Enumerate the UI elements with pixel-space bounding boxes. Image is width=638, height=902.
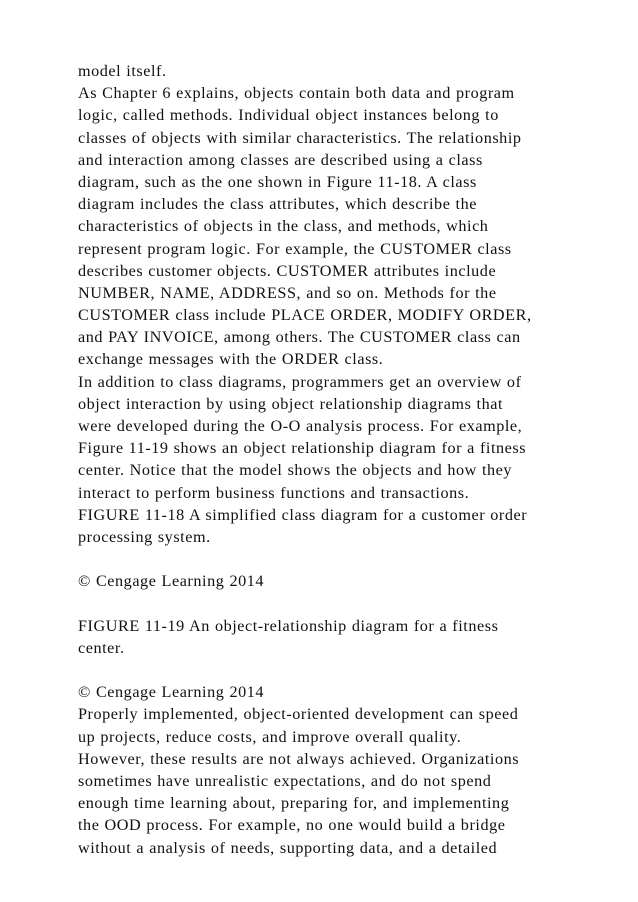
figure-caption-11-18-cont: processing system. (78, 527, 211, 546)
text-line: As Chapter 6 explains, objects contain both data and program (78, 84, 515, 103)
text-line: NUMBER, NAME, ADDRESS, and so on. Methods for the (78, 283, 497, 302)
text-line: the OOD process. For example, no one would build a bridge (78, 816, 506, 835)
text-line: In addition to class diagrams, programmers get an overview of (78, 372, 522, 391)
text-line: enough time learning about, preparing for, and implementing (78, 794, 510, 813)
text-line: characteristics of objects in the class, and methods, which (78, 217, 489, 236)
text-line: represent program logic. For example, the CUSTOMER class (78, 239, 512, 258)
copyright-credit: © Cengage Learning 2014 (78, 683, 265, 702)
text-line: However, these results are not always achieved. Organizations (78, 749, 520, 768)
text-line: and interaction among classes are described using a class (78, 150, 483, 169)
blank-line (78, 548, 568, 570)
text-line: logic, called methods. Individual object instances belong to (78, 106, 499, 125)
figure-caption-11-19-cont: center. (78, 638, 125, 657)
text-line: sometimes have unrealistic expectations, and do not spend (78, 772, 492, 790)
text-line: interact to perform business functions and transactions. (78, 483, 470, 502)
blank-line (78, 659, 568, 681)
text-line: classes of objects with similar characteristics. The relationship (78, 128, 522, 147)
figure-caption-11-18: FIGURE 11-18 A simplified class diagram for a customer order (78, 505, 528, 524)
document-page (78, 60, 568, 859)
text-line: model itself. (78, 62, 167, 80)
text-line: diagram includes the class attributes, which describe the (78, 195, 477, 214)
text-line: object interaction by using object relationship diagrams that (78, 394, 503, 413)
text-line: Figure 11-19 shows an object relationship diagram for a fitness (78, 439, 527, 458)
text-line: exchange messages with the ORDER class. (78, 350, 384, 369)
copyright-credit: © Cengage Learning 2014 (78, 572, 265, 591)
figure-caption-11-19: FIGURE 11-19 An object-relationship diagram for a fitness (78, 616, 499, 635)
text-line: up projects, reduce costs, and improve overall quality. (78, 727, 462, 746)
text-line: diagram, such as the one shown in Figure 11-18. A class (78, 172, 477, 191)
text-line: Properly implemented, object-oriented development can speed (78, 705, 519, 724)
text-line: CUSTOMER class include PLACE ORDER, MODIFY ORDER, (78, 306, 532, 325)
text-line: without a analysis of needs, supporting data, and a detailed (78, 838, 498, 857)
blank-line (78, 593, 568, 615)
text-line: and PAY INVOICE, among others. The CUSTOMER class can (78, 328, 521, 347)
text-line: center. Notice that the model shows the objects and how they (78, 461, 513, 480)
text-line: describes customer objects. CUSTOMER attributes include (78, 261, 497, 280)
text-line: were developed during the O-O analysis process. For example, (78, 417, 523, 435)
